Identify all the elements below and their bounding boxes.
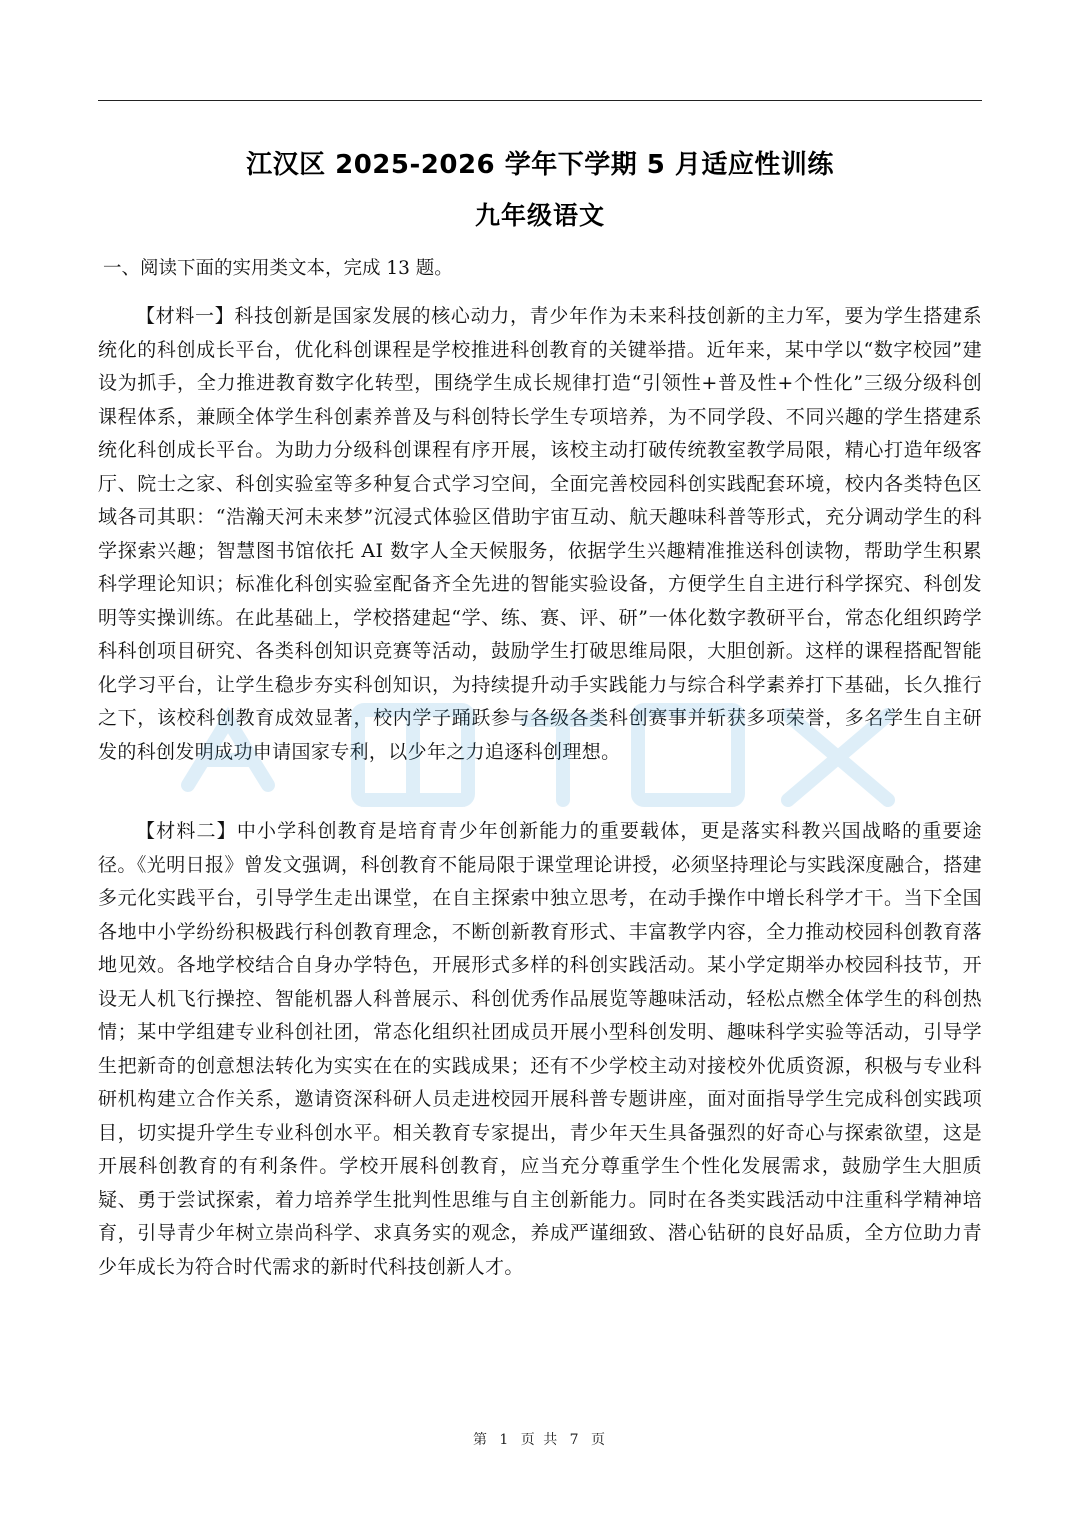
header-rule [98, 100, 982, 101]
material-one-text: 科技创新是国家发展的核心动力，青少年作为未来科技创新的主力军，要为学生搭建系统化的科创成长平台，优化科创课程是学校推进科创教育的关键举措。近年来，某中学以“数字校园”建设为抓手，全力推进教育数字化转型，围绕学生成长规律打造“引领性+普及性+个性化”三级分级科创课程体系，兼顾全体学生科创素养普及与科创特长学生专项培养，为不同学段、不同兴趣的学生搭建系统化科创成长平台。为助力分级科创课程有序开展，该校主动打破传统教室教学局限，精心打造年级客厅、院士之家、科创实验室等多种复合式学习空间，全面完善校园科创实践配套环境，校内各类特色区域各司其职：“浩瀚天河未来梦”沉浸式体验区借助宇宙互动、航天趣味科普等形式，充分调动学生的科学探索兴趣；智慧图书馆依托 AI 数字人全天候服务，依据学生兴趣精准推送科创读物，帮助学生积累科学理论知识；标准化科创实验室配备齐全先进的智能实验设备，方便学生自主进行科学探究、科创发明等实操训练。在此基础上，学校搭建起“学、练、赛、评、研”一体化数字教研平台，常态化组织跨学科科创项目研究、各类科创知识竞赛等活动，鼓励学生打破思维局限，大胆创新。这样的课程搭配智能化学习平台，让学生稳步夯实科创知识，为持续提升动手实践能力与综合科学素养打下基础，长久推行之下，该校科创教育成效显著，校内学子踊跃参与各级各类科创赛事并斩获多项荣誉，多名学生自主研发的科创发明成功申请国家专利，以少年之力追逐科创理想。 [98, 305, 982, 763]
material-one-paragraph [98, 300, 982, 769]
page-footer [0, 1430, 1080, 1450]
footer-total-pages: 7 [569, 1432, 581, 1448]
footer-middle: 页 共 [520, 1432, 560, 1448]
footer-page-number: 1 [499, 1432, 511, 1448]
material-one-label: 【材料一】 [136, 305, 235, 327]
section-heading: 一、阅读下面的实用类文本，完成 13 题。 [103, 258, 453, 279]
footer-suffix: 页 [591, 1432, 608, 1448]
material-two-text: 中小学科创教育是培育青少年创新能力的重要载体，更是落实科教兴国战略的重要途径。《光明日报》曾发文强调，科创教育不能局限于课堂理论讲授，必须坚持理论与实践深度融合，搭建多元化实践平台，引导学生走出课堂，在自主探索中独立思考，在动手操作中增长科学才干。当下全国各地中小学纷纷积极践行科创教育理念，不断创新教育形式、丰富教学内容，全力推动校园科创教育落地见效。各地学校结合自身办学特色，开展形式多样的科创实践活动。某小学定期举办校园科技节，开设无人机飞行操控、智能机器人科普展示、科创优秀作品展览等趣味活动，轻松点燃全体学生的科创热情；某中学组建专业科创社团，常态化组织社团成员开展小型科创发明、趣味科学实验等活动，引导学生把新奇的创意想法转化为实实在在的实践成果；还有不少学校主动对接校外优质资源，积极与专业科研机构建立合作关系，邀请资深科研人员走进校园开展科普专题讲座，面对面指导学生完成科创实践项目，切实提升学生专业科创水平。相关教育专家提出，青少年天生具备强烈的好奇心与探索欲望，这是开展科创教育的有利条件。学校开展科创教育，应当充分尊重学生个性化发展需求，鼓励学生大胆质疑、勇于尝试探索，着力培养学生批判性思维与自主创新能力。同时在各类实践活动中注重科学精神培育，引导青少年树立崇尚科学、求真务实的观念，养成严谨细致、潜心钻研的良好品质，全方位助力青少年成长为符合时代需求的新时代科技创新人才。 [98, 820, 982, 1278]
page-title: 江汉区 2025-2026 学年下学期 5 月适应性训练 [246, 150, 834, 180]
material-two-paragraph [98, 815, 982, 1284]
footer-prefix: 第 [472, 1432, 489, 1448]
material-two-label: 【材料二】 [136, 820, 237, 842]
page-subtitle: 九年级语文 [474, 201, 605, 230]
